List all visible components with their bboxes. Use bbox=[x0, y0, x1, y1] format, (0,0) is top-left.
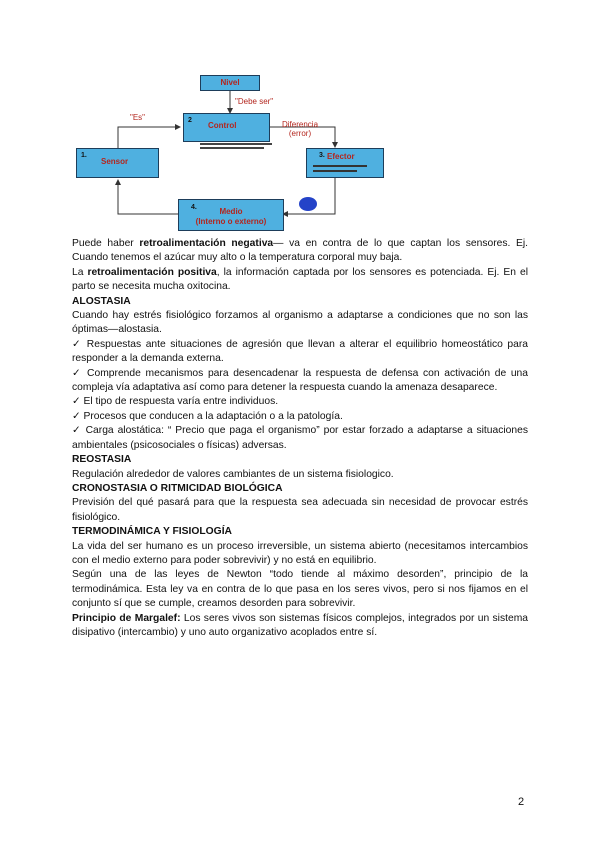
control-number: 2 bbox=[188, 117, 192, 124]
bullet-1: ✓ Respuestas ante situaciones de agresión que llevan a alterar el equilibrio homeostático para responder a la demanda externa. bbox=[72, 338, 528, 365]
paragraph-alostasia: Cuando hay estrés fisiológico forzamos al organismo a adaptarse a condiciones que no son las óptimas—alostasia. bbox=[72, 310, 528, 336]
page-number: 2 bbox=[518, 796, 525, 808]
heading-termodinamica: TERMODINÁMICA Y FISIOLOGÍA bbox=[72, 526, 232, 538]
paragraph-cronostasia: Previsión del qué pasará para que la respuesta sea adecuada sin necesidad de provocar estrés fisiológico. bbox=[72, 497, 528, 523]
efector-box bbox=[306, 148, 384, 178]
sensor-box bbox=[76, 148, 159, 178]
heading-cronostasia: CRONOSTASIA O RITMICIDAD BIOLÓGICA bbox=[72, 482, 283, 494]
medio-label: Medio bbox=[219, 207, 243, 216]
bullet-3: ✓ El tipo de respuesta varía entre individuos. bbox=[72, 396, 279, 408]
nivel-box bbox=[200, 75, 260, 91]
control-label: Control bbox=[208, 121, 237, 130]
error-text: (error) bbox=[288, 129, 312, 138]
nivel-label: Nivel bbox=[220, 78, 240, 87]
heading-reostasia: REOSTASIA bbox=[72, 454, 132, 466]
document-body bbox=[72, 237, 528, 640]
diferencia-text: Diferencia bbox=[282, 120, 319, 129]
paragraph-termodinamica-2: Según una de las leyes de Newton “todo tiende al máximo desorden”, principio de la termodinámica. Esta ley va en contra de lo que pasa en los seres vivos, pero si nos fijamos en el conjunto sí que se cumple, creamos desorden para sobrevivir. bbox=[72, 569, 528, 610]
control-box bbox=[183, 113, 270, 142]
paragraph-positive-feedback: La retroalimentación positiva, la información captada por los sensores es potenciada. Ej. En el parto se necesita mucha oxitocina. bbox=[72, 266, 528, 293]
bullet-4: ✓ Procesos que conducen a la adaptación o a la patología. bbox=[72, 410, 343, 422]
efector-label: Efector bbox=[327, 152, 355, 161]
paragraph-margalef: Principio de Margalef: Los seres vivos son sistemas físicos complejos, integrados por un sistema disipativo (intercambio) y uno auto organizativo acoplados entre sí. bbox=[72, 612, 528, 638]
sensor-number: 1. bbox=[81, 152, 87, 159]
blue-dot bbox=[299, 197, 317, 211]
diferencia-label bbox=[282, 120, 318, 138]
es-label: "Es" bbox=[130, 113, 146, 122]
medio-box bbox=[178, 199, 284, 231]
bullet-2: ✓ Comprende mecanismos para desencadenar la respuesta de defensa con activación de una compleja vía adaptativa así como para detener la respuesta cuando la amenaza desaparece. bbox=[72, 367, 528, 394]
term-positive-feedback: retroalimentación positiva bbox=[87, 266, 217, 278]
paragraph-reostasia: Regulación alrededor de valores cambiantes de un sistema fisiologico. bbox=[72, 468, 394, 480]
term-negative-feedback: retroalimentación negativa bbox=[139, 238, 274, 249]
sensor-label: Sensor bbox=[101, 157, 129, 166]
feedback-diagram bbox=[70, 70, 370, 238]
paragraph-termodinamica-1: La vida del ser humano es un proceso irreversible, un sistema abierto (necesitamos intercambios con el medio externo para poder sobrevivir) y no está en equilibrio. bbox=[72, 540, 528, 566]
heading-alostasia: ALOSTASIA bbox=[72, 295, 131, 307]
medio-number: 4. bbox=[191, 204, 197, 211]
bullet-5: ✓ Carga alostática: “ Precio que paga el organismo” por estar forzado a adaptarse a situaciones ambientales (psicosociales o físicas) adversas. bbox=[72, 425, 528, 451]
paragraph-negative-feedback: Puede haber retroalimentación negativa— va en contra de lo que captan los sensores. Ej. Cuando tenemos el azúcar muy alto o la temperatura corporal muy baja. bbox=[72, 238, 528, 264]
term-margalef: Principio de Margalef: bbox=[72, 612, 181, 624]
medio-sublabel: (Interno o externo) bbox=[195, 217, 267, 226]
efector-number: 3. bbox=[319, 152, 325, 159]
debe-ser-label: "Debe ser" bbox=[235, 97, 274, 106]
control-notes bbox=[200, 143, 280, 149]
